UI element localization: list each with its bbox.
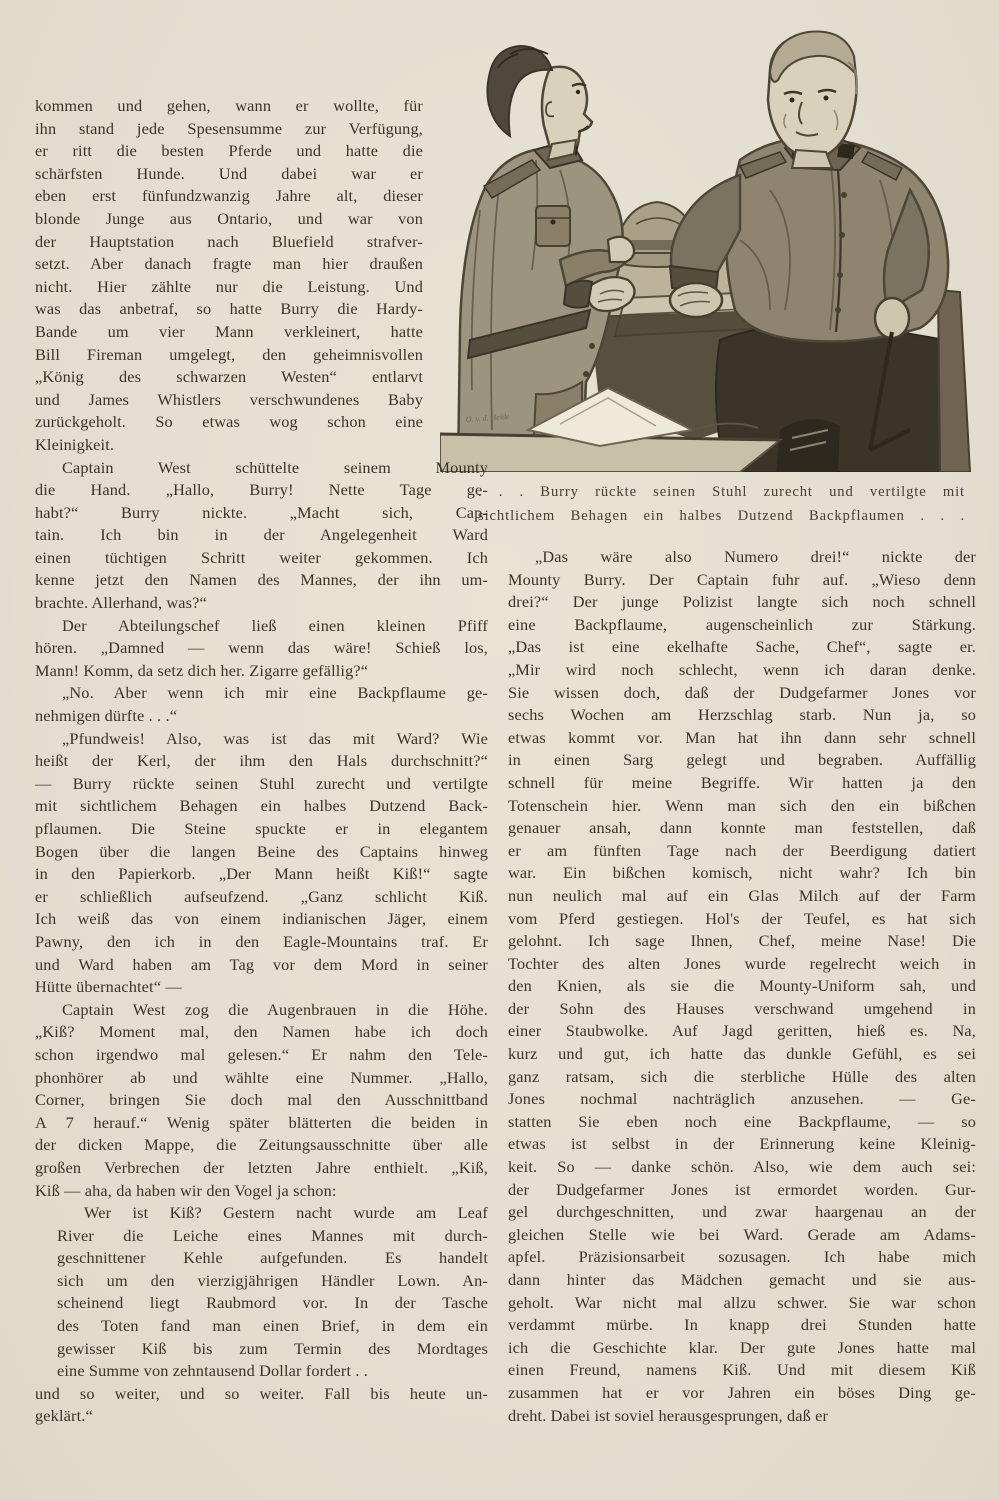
paragraph: [35, 615, 488, 683]
text-line: — Burry rückte seinen Stuhl zurecht und vertilgte: [35, 773, 488, 793]
text-line: gel durchgeschnitten, und zwar haargenau an der: [508, 1202, 976, 1222]
text-line: nehmigen dürfte . . .“: [35, 706, 178, 726]
text-line: und so weiter, und so weiter. Fall bis heute un-: [35, 1383, 488, 1403]
text-line: gelohnt. Ich sage Ihnen, Chef, meine Nase! Die: [508, 931, 976, 951]
text-line: Tochter des alten Jones wurde regelrecht weich in: [508, 953, 976, 973]
text-line: habt?“ Burry nickte. „Macht sich, Cap-: [35, 502, 488, 522]
text-line: Wer ist Kiß? Gestern nacht wurde am Leaf: [84, 1203, 488, 1223]
text-line: in einen Sarg gelegt und begraben. Auffällig: [508, 750, 976, 770]
text-line: schon irgendwo mal gelesen.“ Er nahm den Tele-: [35, 1044, 488, 1064]
text-line: Captain West schüttelte seinem Mounty: [62, 457, 488, 477]
text-line: River die Leiche eines Mannes mit durch-: [57, 1225, 488, 1245]
text-line: ihn stand jede Spesensumme zur Verfügung,: [35, 118, 423, 138]
text-line: schärfsten Hunde. Und dabei war er: [35, 163, 423, 183]
text-line: Totenschein hier. Wenn man sich den ein bißchen: [508, 795, 976, 815]
text-line: sich um den vierzigjährigen Händler Lown. An-: [57, 1270, 488, 1290]
mounty-head: [542, 67, 592, 151]
text-line: Kleinigkeit.: [35, 434, 115, 454]
text-line: schnell für meine Begriffe. Wir hatten ja den: [508, 772, 976, 792]
text-line: drei?“ Der junge Polizist langte sich noch schnell: [508, 592, 976, 612]
illustration-caption: [478, 480, 965, 528]
text-line: „Das ist eine ekelhafte Sache, Chef“, sagte er.: [508, 637, 976, 657]
text-line: dann hinter das Mädchen gemacht und sie aus-: [508, 1270, 976, 1289]
caption-line: . . . Burry rückte seinen Stuhl zurecht und vertilgte mit: [478, 484, 965, 500]
text-line: er am fünften Tage nach der Beerdigung datiert: [508, 840, 976, 860]
text-line: kurz und gut, ich hatte das dunkle Gefühl, es sei: [508, 1044, 976, 1064]
text-line: geschnittener Kehle aufgefunden. Es handelt: [57, 1248, 488, 1268]
text-line: Ich weiß das von einem indianischen Jäger, einem: [35, 909, 488, 929]
text-line: „Das wäre also Numero drei!“ nickte der: [535, 547, 976, 566]
text-line: Kiß — aha, da haben wir den Vogel ja schon:: [35, 1180, 337, 1200]
text-line: Bogen über die langen Beine des Captains hinweg: [35, 841, 488, 861]
text-line: einer Staubwolke. Auf Jagd geritten, hieß es. Na,: [508, 1021, 976, 1041]
text-line: und James Whistlers verschwundenes Baby: [35, 389, 423, 409]
text-line: setzt. Aber danach fragte man hier draußen: [35, 254, 423, 274]
text-line: „Mir wird noch schlecht, wenn ich daran denke.: [508, 659, 976, 679]
paragraph: [35, 999, 488, 1202]
text-line: „Kiß? Moment mal, den Namen habe ich doch: [35, 1022, 488, 1042]
text-line: der Sohn des Hauses verschwand umgehend in: [508, 998, 976, 1018]
text-line: genauer ansah, dann konnte man feststellen, daß: [508, 818, 976, 838]
left-text-column: [35, 95, 488, 1428]
text-line: kommen und gehen, wann er wollte, für: [35, 96, 423, 115]
text-line: gewisser Kiß bis zum Termin des Mordtages: [57, 1338, 488, 1358]
text-line: mit sichtlichem Behagen ein halbes Dutzend Back-: [35, 796, 488, 816]
text-line: Pawny, den ich in den Eagle-Mountains traf. Er: [35, 931, 488, 951]
paragraph: [35, 1383, 488, 1428]
story-illustration: [440, 10, 999, 472]
text-line: eine Summe von zehntausend Dollar fordert . .: [57, 1361, 369, 1381]
text-line: brachte. Allerhand, was?“: [35, 593, 207, 613]
text-line: etwas kommt vor. Man hat ihn dann sehr schnell: [508, 727, 976, 747]
paragraph: [35, 682, 488, 727]
text-line: heißt der Kerl, der ihm den Hals durchschnitt?“: [35, 751, 488, 771]
text-line: geklärt.“: [35, 1406, 93, 1426]
text-line: gleichen Stelle wie bei Ward. Gerade am Adams-: [508, 1224, 976, 1244]
text-line: zusammen hat er vor Jahren ein böses Ding ge-: [508, 1382, 976, 1402]
text-line: eine Backpflaume, augenscheinlich zur Stärkung.: [508, 614, 976, 634]
text-line: Sie wissen doch, daß der Dudgefarmer Jones vor: [508, 682, 976, 702]
text-line: und Ward haben am Tag vor dem Mord in seiner: [35, 954, 488, 974]
text-line: kenne jetzt den Namen des Mannes, der ihn um-: [35, 570, 488, 590]
chair: [938, 290, 970, 472]
text-line: Captain West zog die Augenbrauen in die Höhe.: [62, 999, 488, 1019]
text-line: Mounty Burry. Der Captain fuhr auf. „Wieso denn: [508, 569, 976, 589]
text-line: war. Ein bißchen komisch, nicht wahr? Ich bin: [508, 863, 976, 883]
paragraph: [35, 1202, 488, 1383]
text-line: hören. „Damned — wenn das wäre! Schieß los,: [35, 638, 488, 658]
text-line: die Hand. „Hallo, Burry! Nette Tage ge-: [35, 480, 488, 500]
text-line: „No. Aber wenn ich mir eine Backpflaume ge-: [62, 683, 488, 703]
text-line: Bill Fireman umgelegt, den geheimnisvollen: [35, 344, 423, 364]
text-line: einen Freund, namens Kiß. Und mit diesem Kiß: [508, 1360, 976, 1380]
text-line: „König des schwarzen Westen“ entlarvt: [35, 367, 423, 387]
caption-line: sichtlichem Behagen ein halbes Dutzend Backpflaumen . . .: [478, 508, 965, 524]
text-line: apfel. Präzisionsarbeit sozusagen. Ich habe mich: [508, 1247, 976, 1267]
text-line: statten Sie eben noch eine Backpflaume, — so: [508, 1111, 976, 1131]
text-line: scheinend liegt Raubmord vor. In der Tasche: [57, 1293, 488, 1313]
text-line: was das anbetraf, so hatte Burry die Hardy-: [35, 299, 423, 319]
artist-signature: O. v. d. Heide: [465, 411, 510, 424]
paragraph: [508, 546, 976, 1427]
text-line: „Pfundweis! Also, was ist das mit Ward? Wie: [62, 728, 488, 748]
text-line: nun neulich mal auf ein Glas Milch auf der Farm: [508, 885, 976, 905]
text-line: pflaumen. Die Steine spuckte er in elegantem: [35, 819, 488, 838]
text-line: dreht. Dabei ist soviel herausgesprungen, daß er: [508, 1405, 829, 1425]
paragraph: [35, 728, 488, 999]
text-line: ganz ratsam, sich die sterbliche Hülle des alten: [508, 1066, 976, 1086]
text-line: phonhörer ab und wählte eine Nummer. „Hallo,: [35, 1067, 488, 1087]
right-text-column: [508, 546, 976, 1427]
text-line: in den Papierkorb. „Der Mann heißt Kiß!“ sagte: [35, 864, 488, 884]
illustration-drawing: [440, 10, 999, 472]
text-line: vom Pferd gestiegen. Hol's der Teufel, es hat sich: [508, 908, 976, 928]
text-line: den Knien, als sie die Mounty-Uniform sah, und: [508, 976, 976, 996]
text-line: Jones nochmal nachträglich anzusehen. — Ge-: [508, 1089, 976, 1109]
text-line: er ritt die besten Pferde und hatte die: [35, 141, 423, 161]
text-line: blonde Junge aus Ontario, und war von: [35, 208, 423, 228]
text-line: Mann! Komm, da setz dich her. Zigarre gefällig?“: [35, 660, 369, 680]
text-line: sechs Wochen am Herzschlag starb. Nun ja, so: [508, 705, 976, 725]
text-line: Corner, bringen Sie doch mal den Ausschnittband: [35, 1090, 488, 1110]
text-line: des Toten fand man einen Brief, in dem ein: [57, 1316, 488, 1336]
text-line: Hütte übernachtet“ —: [35, 977, 182, 997]
text-line: verdammt mürbe. In knapp drei Stunden hatte: [508, 1315, 976, 1335]
text-line: A 7 herauf.“ Wenig später blätterten die beiden in: [35, 1112, 488, 1132]
text-line: der Dudgefarmer Jones ist ermordet worden. Gur-: [508, 1179, 976, 1199]
text-line: Bande um vier Mann verkleinert, hatte: [35, 321, 423, 341]
text-line: tain. Ich bin in der Angelegenheit Ward: [35, 525, 488, 545]
text-line: nicht. Hier zählte nur die Leistung. Und: [35, 276, 423, 296]
text-line: großen Verbrechen der letzten Jahre enthielt. „Kiß,: [35, 1157, 488, 1177]
text-line: er schließlich aufseufzend. „Ganz schlicht Kiß.: [35, 886, 488, 906]
text-line: etwas ist selbst in der Erinnerung keine Kleinig-: [508, 1134, 976, 1154]
text-line: der Hauptstation nach Bluefield strafver-: [35, 231, 423, 251]
text-line: einen tüchtigen Schritt weiter gekommen. Ich: [35, 547, 488, 567]
gesturing-hand: [608, 237, 634, 262]
text-line: eben erst fünfundzwanzig Jahre alt, dieser: [35, 186, 423, 206]
text-line: zurückgeholt. So etwas wog schon eine: [35, 412, 423, 432]
paragraph: [35, 95, 488, 457]
text-line: Der Abteilungschef ließ einen kleinen Pfiff: [62, 615, 488, 635]
text-line: ich die Geschichte klar. Der gute Jones hatte mal: [508, 1337, 976, 1357]
paragraph: [35, 457, 488, 615]
text-line: geholt. War nicht mal allzu schwer. Sie war schon: [508, 1292, 976, 1312]
text-line: der dicken Mappe, die Zeitungsausschnitte über alle: [35, 1135, 488, 1155]
text-line: keit. So — danke schön. Also, wie dem auch sei:: [508, 1157, 976, 1177]
fist-on-table: [670, 283, 722, 317]
